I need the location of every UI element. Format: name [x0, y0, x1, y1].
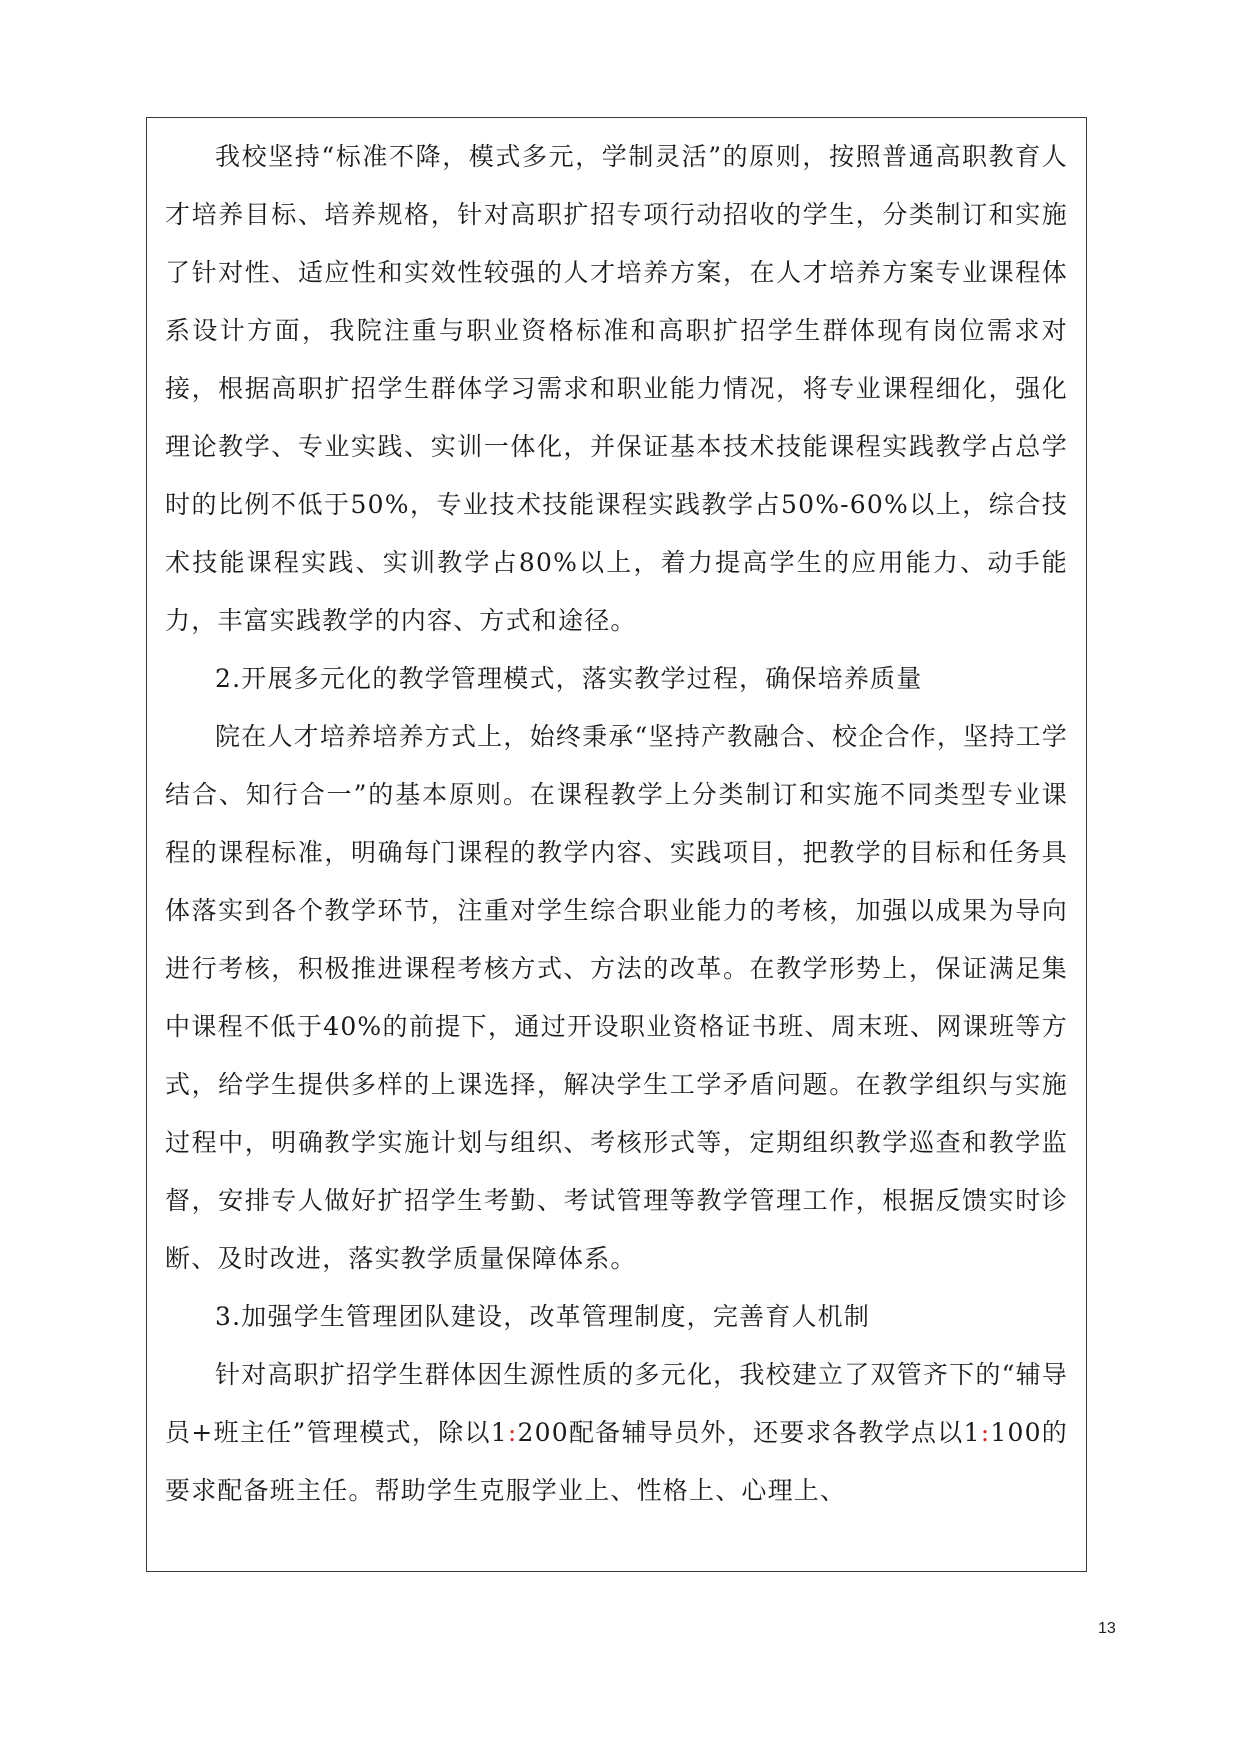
text-segment: 200配备辅导员外，还要求各教学点以1 [517, 1418, 981, 1447]
section-heading-3: 3.加强学生管理团队建设，改革管理制度，完善育人机制 [215, 1302, 871, 1331]
text-segment: 针对高职扩招学生群体因生源性质的多元化，我校建立了双管齐下的“辅导员+班主任”管理模式，除以1 [165, 1360, 1068, 1447]
section-heading-2: 2.开展多元化的教学管理模式，落实教学过程，确保培养质量 [215, 664, 923, 693]
ratio-colon: : [507, 1418, 518, 1447]
page-number: 13 [1098, 1620, 1116, 1637]
paragraph-student-management [165, 1346, 1068, 1520]
document-body [165, 128, 1068, 1520]
paragraph-training-plan: 我校坚持“标准不降，模式多元，学制灵活”的原则，按照普通高职教育人才培养目标、培养规格，针对高职扩招专项行动招收的学生，分类制订和实施了针对性、适应性和实效性较强的人才培养方案，在人才培养方案专业课程体系设计方面，我院注重与职业资格标准和高职扩招学生群体现有岗位需求对接，根据高职扩招学生群体学习需求和职业能力情况，将专业课程细化，强化理论教学、专业实践、实训一体化，并保证基本技术技能课程实践教学占总学时的比例不低于50%，专业技术技能课程实践教学占50%-60%以上，综合技术技能课程实践、实训教学占80%以上，着力提高学生的应用能力、动手能力，丰富实践教学的内容、方式和途径。 [165, 142, 1068, 635]
paragraph-teaching-management: 院在人才培养培养方式上，始终秉承“坚持产教融合、校企合作，坚持工学结合、知行合一”的基本原则。在课程教学上分类制订和实施不同类型专业课程的课程标准，明确每门课程的教学内容、实践项目，把教学的目标和任务具体落实到各个教学环节，注重对学生综合职业能力的考核，加强以成果为导向进行考核，积极推进课程考核方式、方法的改革。在教学形势上，保证满足集中课程不低于40%的前提下，通过开设职业资格证书班、周末班、网课班等方式，给学生提供多样的上课选择，解决学生工学矛盾问题。在教学组织与实施过程中，明确教学实施计划与组织、考核形式等，定期组织教学巡查和教学监督，安排专人做好扩招学生考勤、考试管理等教学管理工作，根据反馈实时诊断、及时改进，落实教学质量保障体系。 [165, 722, 1068, 1273]
ratio-colon: : [980, 1418, 991, 1447]
content-frame [146, 117, 1087, 1572]
text-segment: 100的要求配备班主任。帮助学生克服学业上、性格上、心理上、 [165, 1418, 1068, 1505]
